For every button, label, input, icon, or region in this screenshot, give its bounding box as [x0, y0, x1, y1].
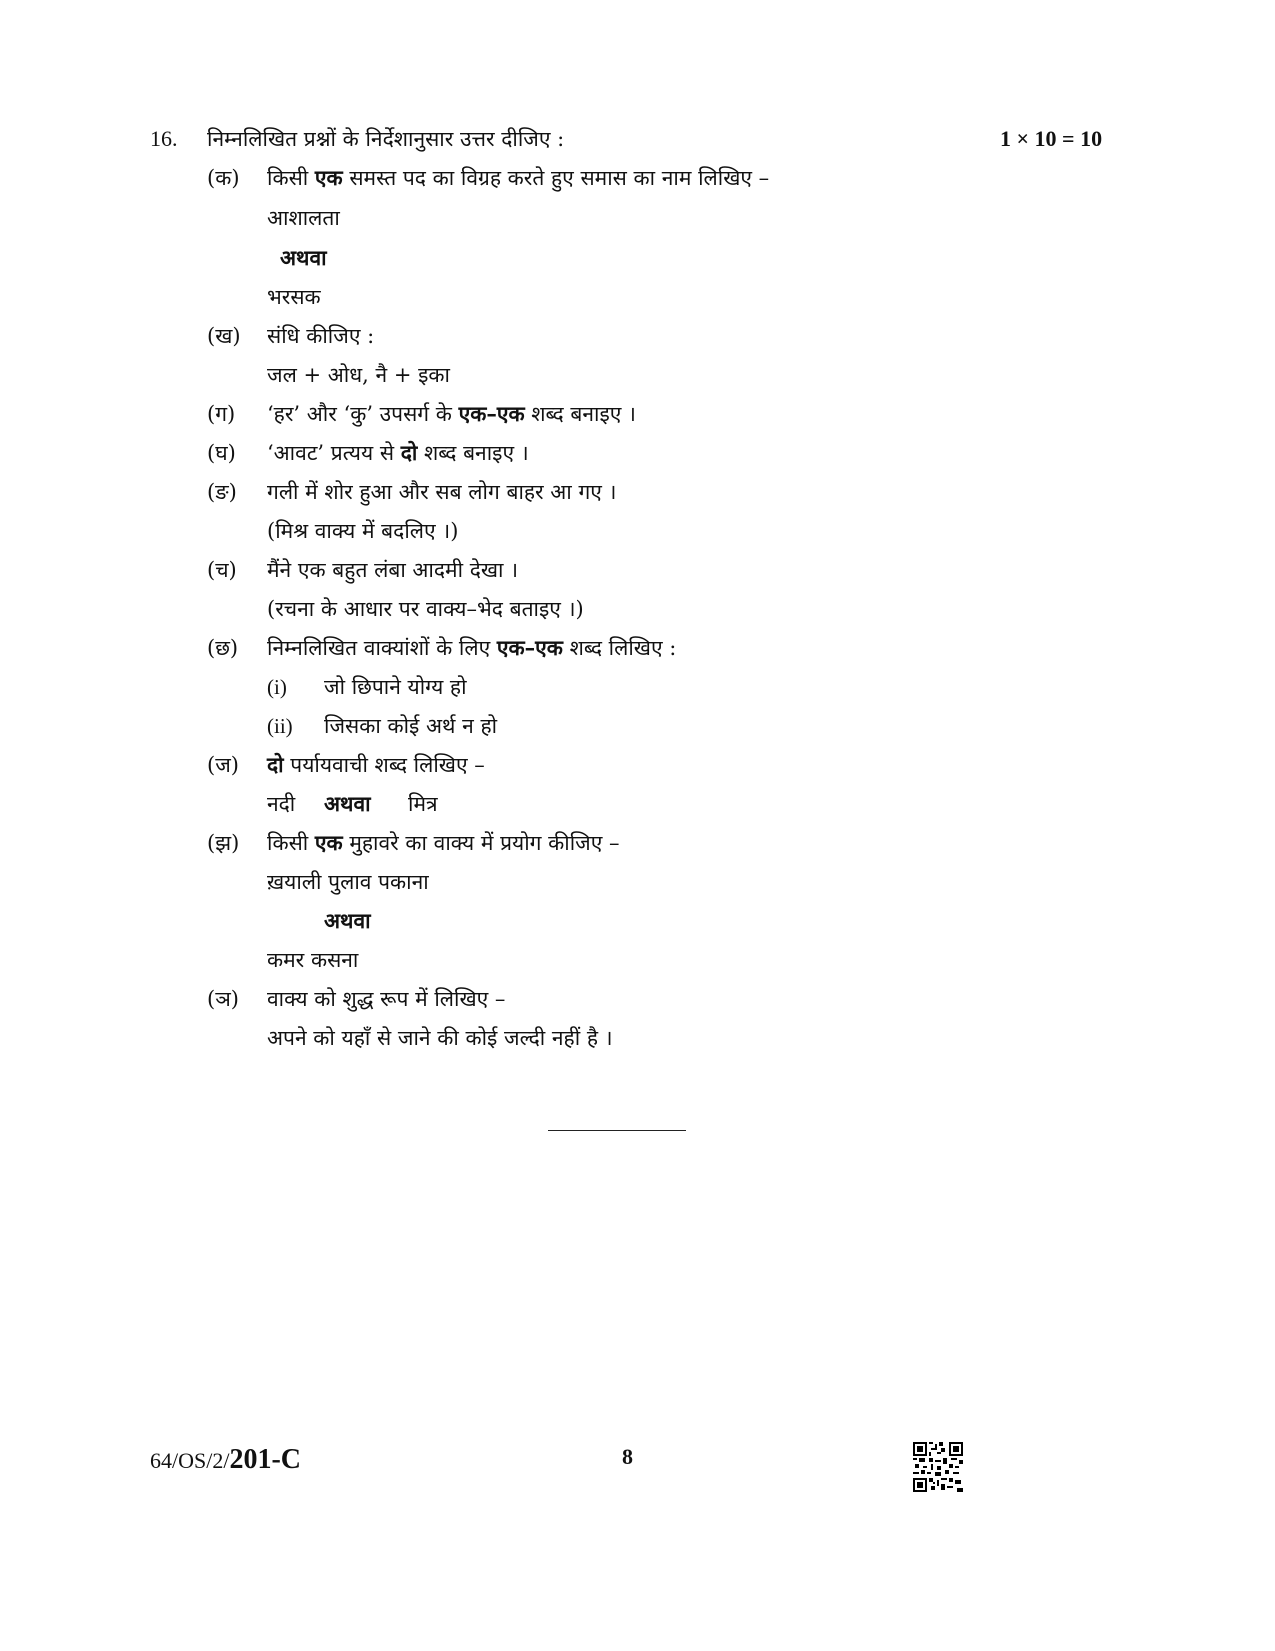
part-chha-question: निम्नलिखित वाक्यांशों के लिए एक–एक शब्द लिखिए : — [267, 635, 677, 660]
part-ja-word2: मित्र — [408, 792, 438, 816]
part-ga-label: (ग) — [207, 402, 236, 426]
part-kha-answer: जल + ओध, नै + इका — [267, 363, 450, 387]
part-ja-or: अथवा — [324, 791, 371, 816]
part-jha-idiom2: कमर कसना — [267, 948, 359, 972]
part-cha-label: (च) — [207, 558, 237, 582]
part-nya-label: (ञ) — [207, 987, 239, 1011]
part-ja-word1: नदी — [267, 792, 296, 816]
part-chha-item-text: जो छिपाने योग्य हो — [324, 675, 467, 699]
part-ka-word2: भरसक — [267, 285, 321, 309]
part-chha-label: (छ) — [207, 636, 239, 660]
part-chha-item-text: जिसका कोई अर्थ न हो — [324, 714, 498, 738]
part-nga-sentence: गली में शोर हुआ और सब लोग बाहर आ गए । — [267, 480, 617, 504]
qr-code-icon — [913, 1442, 963, 1492]
part-nga-instruction: (मिश्र वाक्य में बदलिए ।) — [267, 519, 459, 543]
part-ka-or: अथवा — [280, 245, 327, 270]
part-nya-question: वाक्य को शुद्ध रूप में लिखिए – — [267, 987, 506, 1011]
part-gha-question: ‘आवट’ प्रत्यय से दो शब्द बनाइए । — [267, 440, 529, 465]
part-chha-item-label: (i) — [267, 675, 287, 699]
part-jha-idiom1: ख़याली पुलाव पकाना — [267, 870, 429, 894]
question-number: 16. — [150, 126, 178, 151]
part-cha-sentence: मैंने एक बहुत लंबा आदमी देखा । — [267, 558, 519, 582]
question-instruction: निम्नलिखित प्रश्नों के निर्देशानुसार उत्तर दीजिए : — [207, 127, 565, 151]
part-ja-label: (ज) — [207, 753, 239, 777]
part-ga-question: ‘हर’ और ‘कु’ उपसर्ग के एक–एक शब्द बनाइए । — [267, 401, 637, 426]
end-divider — [548, 1130, 686, 1131]
part-kha-question: संधि कीजिए : — [267, 324, 375, 348]
part-cha-instruction: (रचना के आधार पर वाक्य–भेद बताइए ।) — [267, 597, 584, 621]
question-marks: 1 × 10 = 10 — [1000, 126, 1103, 151]
part-ka-word1: आशालता — [267, 206, 340, 230]
part-chha-item-label: (ii) — [267, 714, 293, 738]
part-nga-label: (ङ) — [207, 480, 237, 504]
part-jha-label: (झ) — [207, 831, 240, 855]
part-ka-label: (क) — [207, 166, 240, 190]
part-kha-label: (ख) — [207, 324, 241, 348]
paper-code: 64/OS/2/201-C — [150, 1444, 302, 1475]
part-nya-sentence: अपने को यहाँ से जाने की कोई जल्दी नहीं है । — [267, 1026, 613, 1050]
part-gha-label: (घ) — [207, 441, 236, 465]
part-jha-or: अथवा — [324, 908, 371, 933]
part-jha-question: किसी एक मुहावरे का वाक्य में प्रयोग कीजिए – — [267, 830, 620, 855]
part-ka-question: किसी एक समस्त पद का विग्रह करते हुए समास का नाम लिखिए – — [267, 165, 770, 190]
part-ja-question: दो पर्यायवाची शब्द लिखिए – — [267, 752, 485, 777]
page-number: 8 — [622, 1444, 633, 1469]
